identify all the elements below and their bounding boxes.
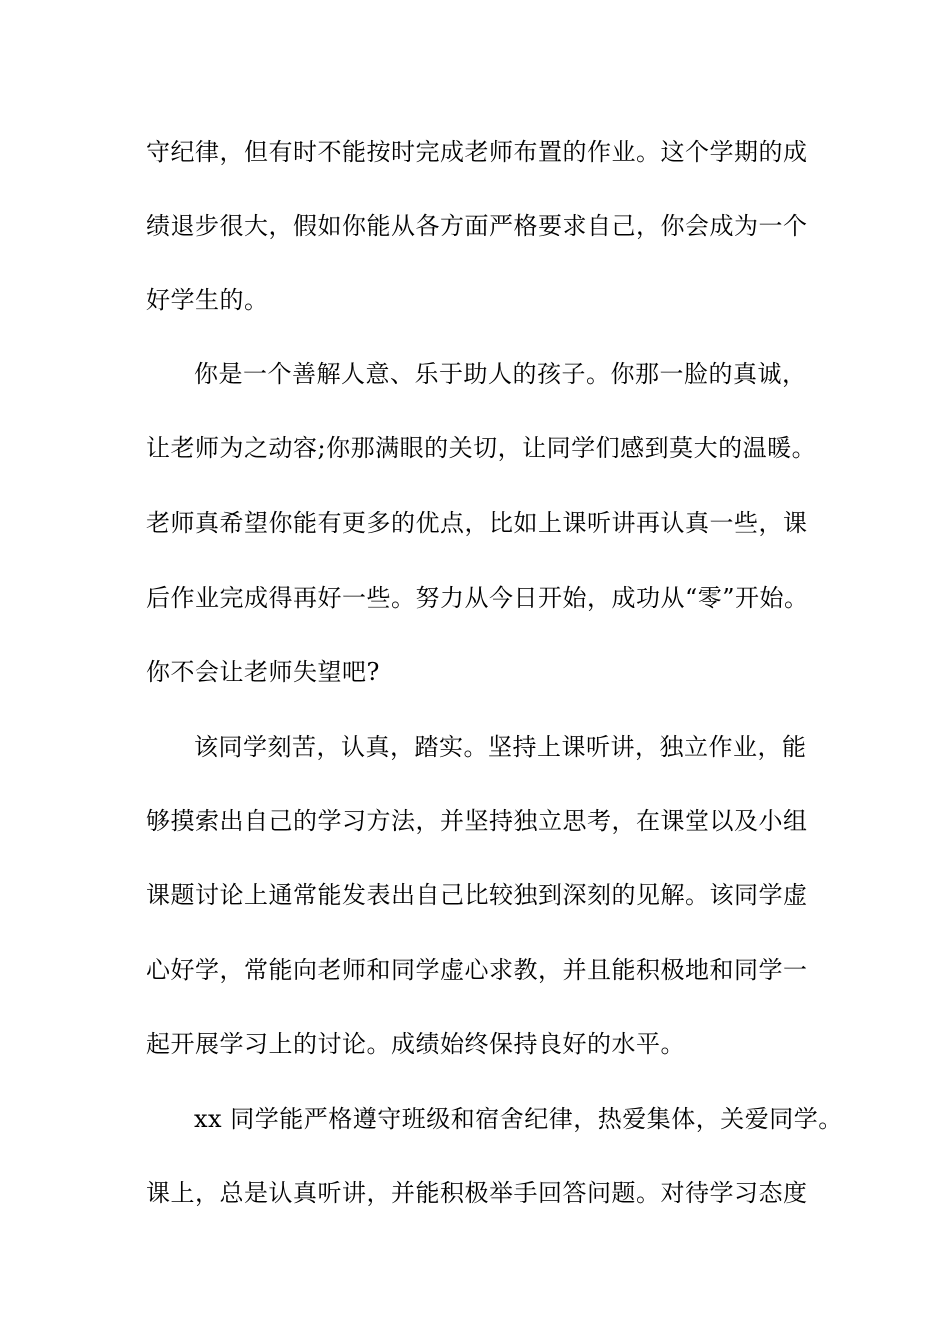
text-line: 老师真希望你能有更多的优点，比如上课听讲再认真一些，课: [146, 509, 808, 537]
text-line: 心好学，常能向老师和同学虚心求教，并且能积极地和同学一: [146, 956, 808, 984]
text-line: 你不会让老师失望吧?: [146, 658, 380, 686]
text-line: 够摸索出自己的学习方法，并坚持独立思考，在课堂以及小组: [146, 807, 808, 835]
text-line: 绩退步很大，假如你能从各方面严格要求自己，你会成为一个: [146, 212, 808, 240]
text-line: 后作业完成得再好一些。努力从今日开始，成功从“零”开始。: [146, 584, 809, 612]
text-line: 让老师为之动容;你那满眼的关切，让同学们感到莫大的温暖。: [146, 434, 817, 462]
text-line: 守纪律，但有时不能按时完成老师布置的作业。这个学期的成: [146, 138, 808, 166]
paragraph-start-line: xx 同学能严格遵守班级和宿舍纪律，热爱集体，关爱同学。: [194, 1105, 843, 1133]
paragraph-start-line: 该同学刻苦，认真，踏实。坚持上课听讲，独立作业，能: [194, 733, 807, 761]
text-line: 课题讨论上通常能发表出自己比较独到深刻的见解。该同学虚: [146, 881, 808, 909]
text-line: 好学生的。: [146, 286, 269, 314]
paragraph-start-line: 你是一个善解人意、乐于助人的孩子。你那一脸的真诚，: [194, 360, 807, 388]
text-line: 起开展学习上的讨论。成绩始终保持良好的水平。: [146, 1030, 685, 1058]
text-line: 课上，总是认真听讲，并能积极举手回答问题。对待学习态度: [146, 1179, 808, 1207]
